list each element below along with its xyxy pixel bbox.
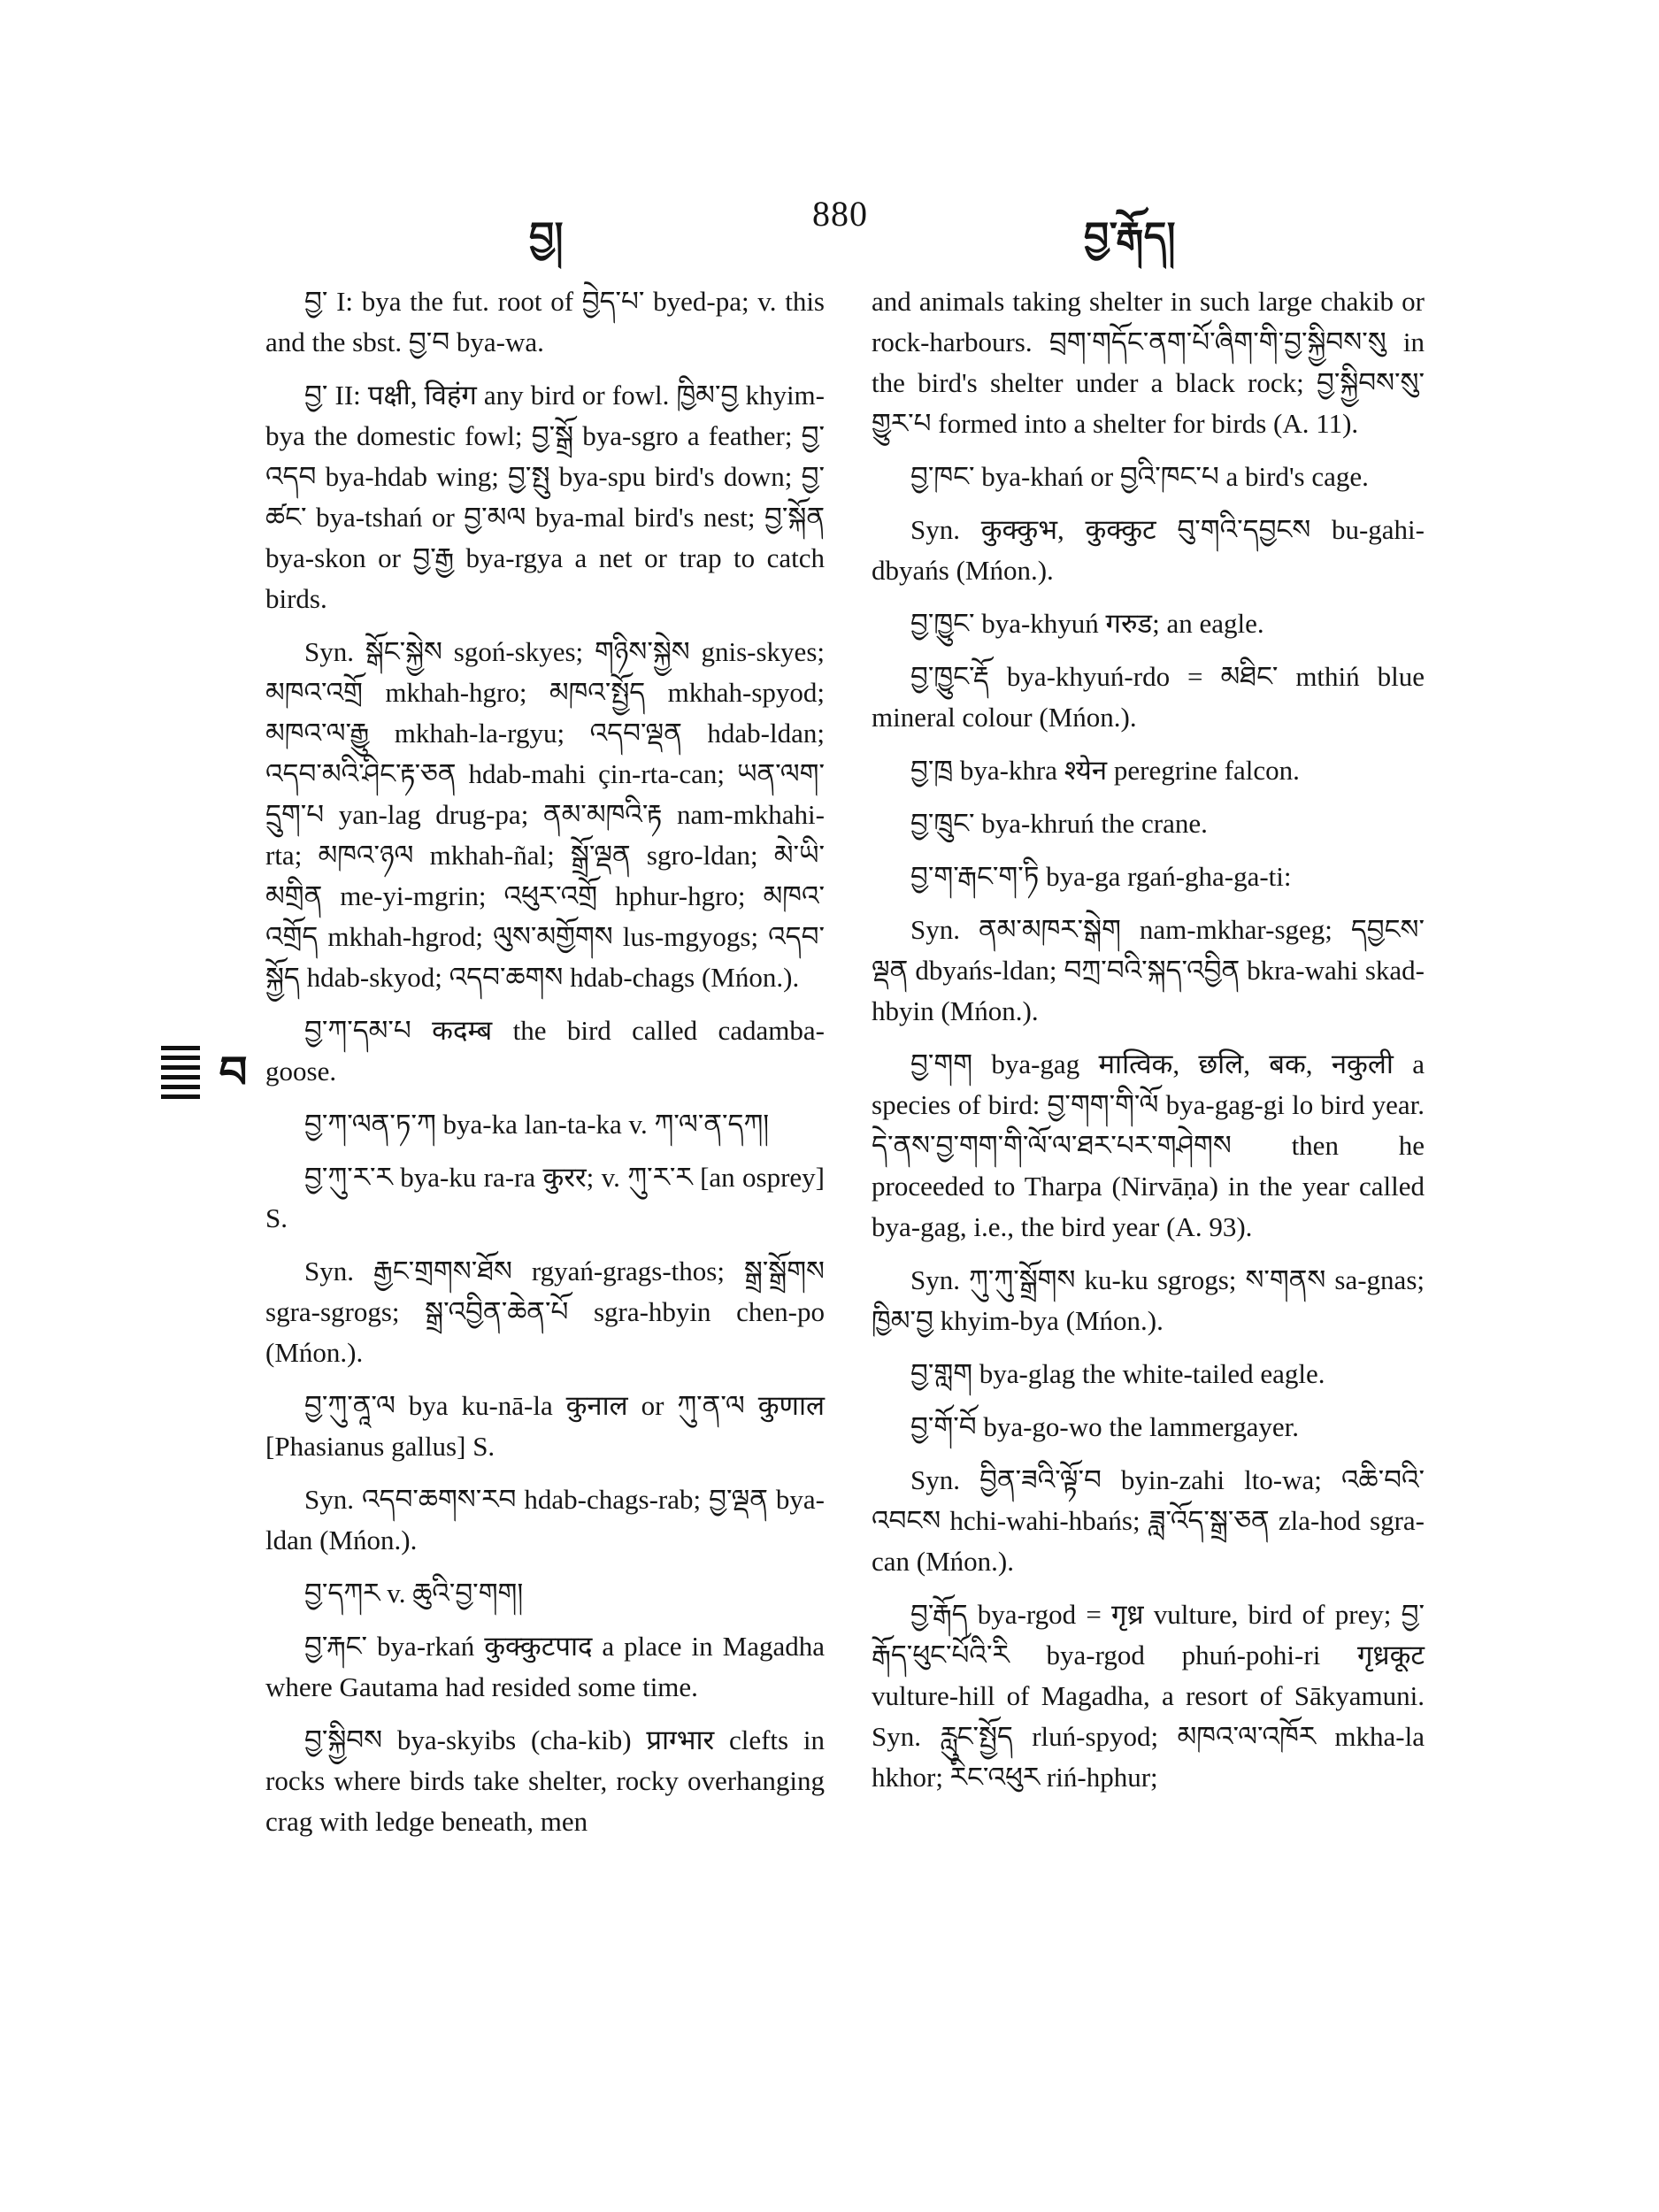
entry-bya-go-wo: བྱ་གོ་བོ bya-go-wo the lammergayer. [910,1411,1300,1442]
entry-bya-skyibs: བྱ་སྐྱིབས bya-skyibs (cha-kib) प्राग्भार clefts in rocks where birds take shelter, rocky overhanging crag with ledge beneath, men [265,1724,825,1837]
entry-bya-1: བྱ་ I: bya the fut. root of བྱེད་པ་ byed-pa; v. this and the sbst. བྱ་བ bya-wa. [265,286,825,357]
entry-synonyms: Syn. ནམ་མཁར་སྒེག nam-mkhar-sgeg; དབྱངས་ལྡན dbyańs-ldan; བཀྲ་བའི་སྐད་འབྱིན bkra-wahi skad-hbyin (Mńon.). [872,914,1425,1026]
entry-bya-khyung-rdo: བྱ་ཁྱུང་རྡོ bya-khyuń-rdo = མཐིང་ mthiń blue mineral colour (Mńon.). [872,661,1425,733]
entry-synonyms: Syn. བྱིན་ཟའི་ལྟོ་བ byin-zahi lto-wa; འཆི་བའི་འབངས hchi-wahi-hbańs; ཟླ་འོད་སྒྲ་ཅན zla-hod sgra-can (Mńon.). [872,1464,1425,1577]
entry-bya-khra: བྱ་ཁྲ bya-khra श्येन peregrine falcon. [910,755,1300,786]
entry-bya-rkang: བྱ་རྐང་ bya-rkań कुक्कुटपाद a place in Magadha where Gautama had resided some time. [265,1631,825,1702]
page-number: 880 [812,194,868,234]
entry-synonyms: Syn. कुक्कुभ, कुक्कुट བུ་གའི་དབྱངས bu-gahi-dbyańs (Mńon.). [872,514,1425,586]
left-headword: བྱ། [529,215,564,258]
entry-bya-rgod: བྱ་རྒོད bya-rgod = गृध्र vulture, bird of prey; བྱ་རྒོད་ཕུང་པོའི་རི bya-rgod phuń-pohi-ri गृध्रकूट vulture-hill of Magadha, a resort of Sākyamuni. Syn. རླུང་སྤྱོད rluń-spyod; མཁའ་ལ་འཁོར mkha-la hkhor; རིང་འཕུར riń-hphur; [872,1599,1425,1793]
entry-bya-ka-lan-ta-ka: བྱ་ཀ་ལན་ཏ་ཀ bya-ka lan-ta-ka v. ཀ་ལ་ན་དཀ། [304,1109,770,1140]
entry-bya-2: བྱ་ II: पक्षी, विहंग any bird or fowl. ཁྱིམ་བྱ khyim-bya the domestic fowl; བྱ་སྒྲོ bya-sgro a feather; བྱ་འདབ bya-hdab wing; བྱ་སྤུ bya-spu bird's down; བྱ་ཚང་ bya-tshań or བྱ་མལ bya-mal bird's nest; བྱ་སྐོན bya-skon or བྱ་རྒྱ bya-rgya a net or trap to catch birds. [265,380,825,614]
entry-bya-ga-rgang: བྱ་ག་རྒང་ག་ཏི bya-ga rgań-gha-ga-ti: [910,861,1292,892]
entry-bya-gag: བྱ་གག bya-gag मात्विक, छलि, बक, नकुली a species of bird: བྱ་གག་གི་ལོ bya-gag-gi lo bird year. དེ་ནས་བྱ་གག་གི་ལོ་ལ་ཐར་པར་གཤེགས then he proceeded to Tharpa (Nirvāṇa) in the year called bya-gag, i.e., the bird year (A. 93). [872,1048,1425,1242]
entry-bya-ku-na-la: བྱ་ཀུ་ནཱ་ལ bya ku-nā-la कुनाल or ཀུ་ན་ལ कुणाल [Phasianus gallus] S. [265,1390,825,1462]
entry-bya-khang: བྱ་ཁང་ bya-khań or བྱའི་ཁང་པ a bird's cage. [910,461,1369,492]
entry-bya-dkar: བྱ་དཀར v. ཆུའི་བྱ་གག། [304,1578,524,1609]
entry-synonyms: Syn. སྒོང་སྐྱེས sgoń-skyes; གཉིས་སྐྱེས gnis-skyes; མཁའ་འགྲོ mkhah-hgro; མཁའ་སྤྱོད mkhah-spyod; མཁའ་ལ་རྒྱུ mkhah-la-rgyu; འདབ་ལྡན hdab-ldan; འདབ་མའི་ཤིང་རྟ་ཅན hdab-mahi çin-rta-can; ཡན་ལག་དྲུག་པ yan-lag drug-pa; ནམ་མཁའི་རྟ nam-mkhahi-rta; མཁའ་ཉལ mkhah-ñal; སྒྲོ་ལྡན sgro-ldan; མེ་ཡི་མགྲིན me-yi-mgrin; འཕུར་འགྲོ hphur-hgro; མཁའ་འགྲོད mkhah-hgrod; ལུས་མགྱོགས lus-mgyogs; འདབ་སྐྱོད hdab-skyod; འདབ་ཆགས hdab-chags (Mńon.). [265,636,825,993]
right-headword: བྱ་རྒོད། [1084,215,1176,258]
entry-bya-ka-dam-pa: བྱ་ཀ་དམ་པ कदम्ब the bird called cadamba-goose. [265,1015,825,1087]
entry-synonyms: Syn. ཀུ་ཀུ་སྒྲོགས ku-ku sgrogs; ས་གནས sa-gnas; ཁྱིམ་བྱ khyim-bya (Mńon.). [872,1264,1425,1336]
entry-continuation: and animals taking shelter in such large chakib or rock-harbours. བྲག་གདོང་ནག་པོ་ཞིག་གི་བྱ་སྐྱིབས་སུ in the bird's shelter under a black rock; བྱ་སྐྱིབས་སུ་གྱུར་པ formed into a shelter for birds (A. 11). [872,286,1425,439]
entry-synonyms: Syn. རྒྱང་གྲགས་ཐོས rgyań-grags-thos; སྒྲ་སྒྲོགས sgra-sgrogs; སྒྲ་འབྱིན་ཆེན་པོ sgra-hbyin chen-po (Mńon.). [265,1256,825,1368]
entry-bya-khrung: བྱ་ཁྲུང་ bya-khruń the crane. [910,808,1208,839]
entry-synonyms: Syn. འདབ་ཆགས་རབ hdab-chags-rab; བྱ་ལྡན bya-ldan (Mńon.). [265,1484,825,1555]
entry-bya-ku-ra-ra: བྱ་ཀུ་ར་ར bya-ku ra-ra कुरर; v. ཀུ་ར་ར [an osprey] S. [265,1162,825,1233]
right-column [872,281,1425,1810]
entry-bya-glag: བྱ་གླག bya-glag the white-tailed eagle. [910,1358,1325,1389]
running-head [0,193,1659,258]
thumb-index-letter: བ [219,1048,248,1097]
left-column [265,281,825,1855]
entry-bya-khyung: བྱ་ཁྱུང་ bya-khyuń गरुड; an eagle. [910,608,1264,639]
